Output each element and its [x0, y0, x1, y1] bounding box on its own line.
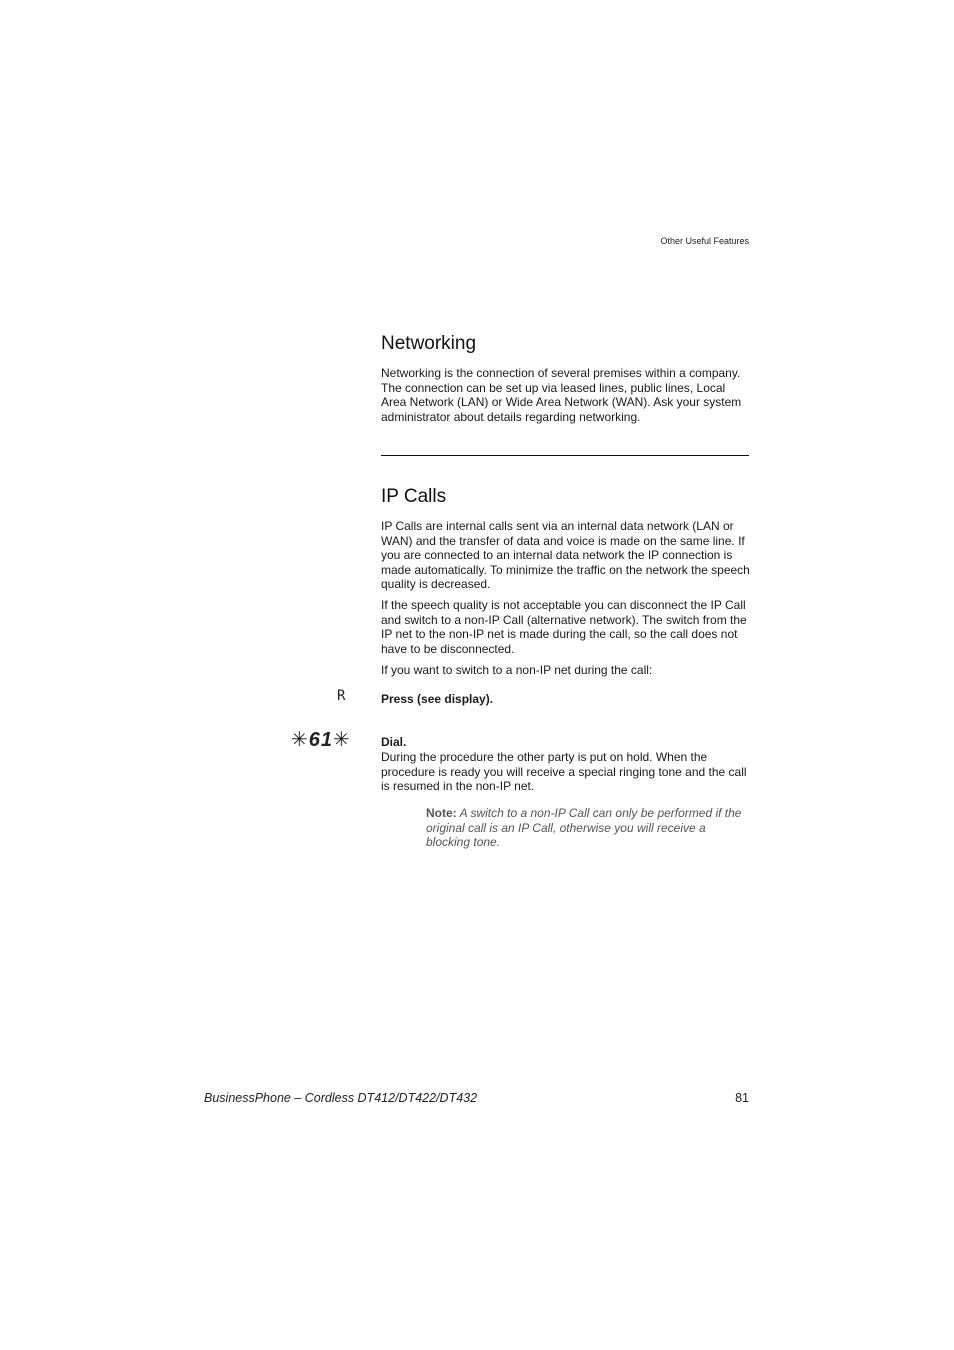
ip-calls-para-1: IP Calls are internal calls sent via an internal data network (LAN or WAN) and the transfer of data and voice is made on the same line. If you are connected to an internal data network the IP connection is made automatically. To minimize the traffic on the network the speech quality is decreased.	[381, 519, 750, 592]
step-press-label: Press (see display).	[381, 692, 494, 706]
note-box	[426, 806, 752, 850]
running-header: Other Useful Features	[660, 236, 749, 246]
section-divider	[381, 455, 749, 456]
step-dial-label: Dial.	[381, 735, 407, 749]
footer-document-title: BusinessPhone – Cordless DT412/DT422/DT432	[204, 1091, 478, 1105]
networking-body: Networking is the connection of several premises within a company. The connection can be set up via leased lines, public lines, Local Area Network (LAN) or Wide Area Network (WAN). Ask your system administrator about details regarding networking.	[381, 366, 742, 424]
footer-page-number: 81	[735, 1091, 749, 1105]
ip-calls-para-3: If you want to switch to a non-IP net during the call:	[381, 663, 653, 677]
r-key-icon: R	[337, 688, 346, 704]
step-dial-text: During the procedure the other party is put on hold. When the procedure is ready you will receive a special ringing tone and the call is resumed in the non-IP net.	[381, 750, 747, 794]
networking-heading: Networking	[381, 333, 477, 354]
ip-calls-heading: IP Calls	[381, 486, 447, 507]
ip-calls-para-2: If the speech quality is not acceptable you can disconnect the IP Call and switch to a non-IP Call (alternative network). The switch from the IP net to the non-IP net is made during the call, so the call does not have to be disconnected.	[381, 598, 747, 656]
note-label: Note:	[426, 806, 457, 820]
note-text: A switch to a non-IP Call can only be performed if the original call is an IP Call, otherwise you will receive a blocking tone.	[426, 806, 742, 850]
dial-code-icon: ✳61✳	[291, 729, 351, 751]
